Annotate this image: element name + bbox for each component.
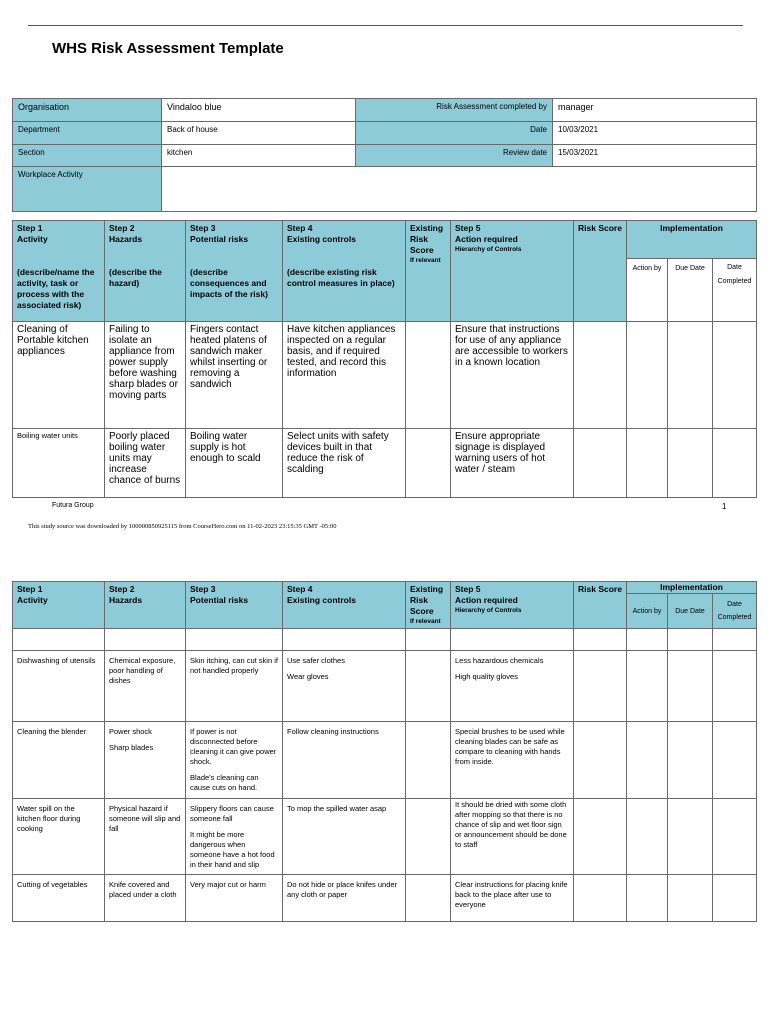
t2-row3-risk-1: Slippery floors can cause someone fall [190, 804, 274, 823]
row2-hazards[interactable]: Poorly placed boiling water units may increase chance of burns [105, 429, 186, 498]
completed-by-value[interactable]: manager [553, 99, 757, 122]
t2-row2-action[interactable] [451, 722, 574, 799]
t2-row2-risk-2: Blade's cleaning can cause cuts on hand. [190, 773, 259, 792]
t2-row1-risk-score[interactable] [574, 651, 627, 722]
empty-cell[interactable] [406, 629, 451, 651]
t2-row3-existing-score[interactable] [406, 799, 451, 875]
t2-row1-risks[interactable] [186, 651, 283, 722]
t2-header-existing-risk-score [406, 582, 451, 629]
t2-row3-control-1: To mop the spilled water asap [287, 804, 387, 813]
t2-row4-existing-score[interactable] [406, 875, 451, 922]
t2-row2-risks[interactable] [186, 722, 283, 799]
t2-row3-risk-score[interactable] [574, 799, 627, 875]
header-step5 [451, 221, 574, 322]
table-row [13, 322, 757, 429]
workplace-activity-value[interactable] [162, 167, 757, 212]
t2-header-step4 [283, 582, 406, 629]
t2-row2-activity[interactable]: Cleaning the blender [13, 722, 105, 799]
score-label: Score [410, 245, 434, 255]
t2-row1-date-completed[interactable] [713, 651, 757, 722]
header-step4 [283, 221, 406, 322]
footer-company: Futura Group [52, 502, 94, 509]
t2-row2-risk-score[interactable] [574, 722, 627, 799]
t2-row1-control-1: Use safer clothes [287, 656, 345, 665]
page-title: WHS Risk Assessment Template [52, 40, 284, 57]
date-completed-line1: Date [727, 264, 742, 271]
empty-cell[interactable] [13, 629, 105, 651]
t2-row1-due-date[interactable] [668, 651, 713, 722]
table-row [13, 799, 757, 875]
hierarchy-label: Hierarchy of Controls [455, 246, 522, 253]
review-date-label: Review date [356, 145, 553, 167]
row1-action-by[interactable] [627, 322, 668, 429]
t2-existing-label: Existing [410, 584, 444, 594]
row2-risk-score[interactable] [574, 429, 627, 498]
t2-row4-risks[interactable] [186, 875, 283, 922]
t2-row3-action-1: It should be dried with some cloth after mopping so that there is no chance of slip and wet floor sign or announcement should be done to staff [455, 800, 567, 849]
t2-row1-action[interactable] [451, 651, 574, 722]
t2-step2-title: Hazards [109, 595, 143, 605]
t2-step5-title: Action required [455, 595, 518, 605]
row2-date-completed[interactable] [713, 429, 757, 498]
t2-header-date-completed [713, 594, 757, 629]
t2-date-completed-line2: Completed [717, 614, 752, 622]
row1-action[interactable]: Ensure that instructions for use of any appliance are accessible to workers in a known location [451, 322, 574, 429]
empty-cell[interactable] [574, 629, 627, 651]
t2-header-step1 [13, 582, 105, 629]
t2-row4-action[interactable] [451, 875, 574, 922]
date-completed-line2: Completed [717, 278, 752, 285]
table-row [13, 722, 757, 799]
t2-step1-label: Step 1 [17, 584, 43, 594]
row2-existing-score[interactable] [406, 429, 451, 498]
t2-row1-hazards[interactable] [105, 651, 186, 722]
t2-row4-date-completed[interactable] [713, 875, 757, 922]
t2-row4-activity[interactable]: Cutting of vegetables [13, 875, 105, 922]
step2-label: Step 2 [109, 223, 135, 233]
t2-step4-title: Existing controls [287, 595, 356, 605]
t2-risk-label: Risk [410, 595, 428, 605]
t2-row1-hazard-1: Chemical exposure, poor handling of dishes [109, 656, 176, 685]
step2-title: Hazards [109, 234, 143, 244]
t2-header-risk-score: Risk Score [574, 582, 627, 629]
t2-row4-control-1: Do not hide or place knifes under any cloth or paper [287, 880, 398, 899]
top-rule [28, 25, 743, 26]
t2-header-action-by: Action by [627, 594, 668, 629]
t2-row3-action[interactable] [451, 799, 574, 875]
t2-header-due-date: Due Date [668, 594, 713, 629]
organisation-value[interactable]: Vindaloo blue [162, 99, 356, 122]
step4-title: Existing controls [287, 234, 356, 244]
step5-label: Step 5 [455, 223, 481, 233]
empty-cell[interactable] [105, 629, 186, 651]
t2-row4-risk-score[interactable] [574, 875, 627, 922]
risk-table-2 [12, 581, 757, 922]
t2-row4-risk-1: Very major cut or harm [190, 880, 266, 889]
row2-action-by[interactable] [627, 429, 668, 498]
row2-risks[interactable]: Boiling water supply is hot enough to scald [186, 429, 283, 498]
t2-row2-controls[interactable] [283, 722, 406, 799]
row1-risks[interactable]: Fingers contact heated platens of sandwich maker whilst inserting or removing a sandwich [186, 322, 283, 429]
t2-row3-risks[interactable] [186, 799, 283, 875]
step3-label: Step 3 [190, 223, 216, 233]
step1-label: Step 1 [17, 223, 43, 233]
t2-header-implementation: Implementation [627, 582, 757, 594]
t2-score-label: Score [410, 606, 434, 616]
t2-row1-activity[interactable]: Dishwashing of utensils [13, 651, 105, 722]
t2-row1-action-by[interactable] [627, 651, 668, 722]
section-label: Section [13, 145, 162, 167]
t2-header-step3 [186, 582, 283, 629]
department-value[interactable]: Back of house [162, 122, 356, 145]
page-number: 1 [722, 502, 727, 511]
t2-row2-action-1: Special brushes to be used while cleaning blades can be safe as compare to cleaning with hands from inside. [455, 727, 565, 766]
t2-row2-control-1: Follow cleaning instructions [287, 727, 379, 736]
header-existing-risk-score [406, 221, 451, 322]
table-row-empty [13, 629, 757, 651]
t2-row4-action-1: Clear instructions for placing knife back to the place after use to everyone [455, 880, 568, 909]
t2-row4-action-by[interactable] [627, 875, 668, 922]
t2-row2-action-by[interactable] [627, 722, 668, 799]
t2-header-step5 [451, 582, 574, 629]
t2-row2-risk-1: If power is not disconnected before cleaning it can give power shock. [190, 727, 277, 766]
row1-due-date[interactable] [668, 322, 713, 429]
t2-row1-control-2: Wear gloves [287, 672, 329, 681]
t2-row3-controls[interactable] [283, 799, 406, 875]
row2-controls[interactable]: Select units with safety devices built in that reduce the risk of scalding [283, 429, 406, 498]
header-risk-score: Risk Score [574, 221, 627, 322]
t2-header-step2 [105, 582, 186, 629]
t2-hierarchy-label: Hierarchy of Controls [455, 607, 522, 614]
empty-cell[interactable] [713, 629, 757, 651]
t2-row4-hazard-1: Knife covered and placed under a cloth [109, 880, 177, 899]
step5-title: Action required [455, 234, 518, 244]
t2-row2-date-completed[interactable] [713, 722, 757, 799]
t2-row3-activity[interactable]: Water spill on the kitchen floor during cooking [13, 799, 105, 875]
t2-row1-action-2: High quality gloves [455, 672, 518, 681]
step1-desc: (describe/name the activity, task or process with the associated risk) [17, 267, 95, 310]
workplace-activity-label: Workplace Activity [13, 167, 162, 212]
t2-row2-existing-score[interactable] [406, 722, 451, 799]
t2-step2-label: Step 2 [109, 584, 135, 594]
t2-row1-existing-score[interactable] [406, 651, 451, 722]
header-step3 [186, 221, 283, 322]
header-step2 [105, 221, 186, 322]
t2-row1-risk-1: Skin itching, can cut skin if not handled properly [190, 656, 278, 675]
header-due-date: Due Date [668, 259, 713, 322]
t2-row3-hazards[interactable] [105, 799, 186, 875]
t2-step3-title: Potential risks [190, 595, 249, 605]
step4-label: Step 4 [287, 223, 313, 233]
t2-date-completed-line1: Date [727, 601, 742, 609]
risk-table-1 [12, 220, 757, 498]
t2-row1-action-1: Less hazardous chemicals [455, 656, 544, 665]
empty-cell[interactable] [451, 629, 574, 651]
t2-step5-label: Step 5 [455, 584, 481, 594]
row2-due-date[interactable] [668, 429, 713, 498]
t2-row3-risk-2: It might be more dangerous when someone have a hot food in their hand and slip [190, 830, 275, 869]
row1-existing-score[interactable] [406, 322, 451, 429]
empty-cell[interactable] [627, 629, 668, 651]
existing-label: Existing [410, 223, 444, 233]
t2-row2-hazards[interactable] [105, 722, 186, 799]
date-label: Date [356, 122, 553, 145]
t2-if-relevant-label: If relevant [410, 618, 441, 625]
t2-row4-hazards[interactable] [105, 875, 186, 922]
row1-hazards[interactable]: Failing to isolate an appliance from power supply before washing sharp blades or moving parts [105, 322, 186, 429]
empty-cell[interactable] [283, 629, 406, 651]
table-row [13, 651, 757, 722]
step4-desc: (describe existing risk control measures in place) [287, 267, 395, 288]
t2-row3-action-by[interactable] [627, 799, 668, 875]
row1-risk-score[interactable] [574, 322, 627, 429]
step3-title: Potential risks [190, 234, 249, 244]
t2-step1-title: Activity [17, 595, 48, 605]
section-value[interactable]: kitchen [162, 145, 356, 167]
date-value[interactable]: 10/03/2021 [553, 122, 757, 145]
row2-action[interactable]: Ensure appropriate signage is displayed warning users of hot water / steam [451, 429, 574, 498]
t2-row2-due-date[interactable] [668, 722, 713, 799]
header-step1 [13, 221, 105, 322]
department-label: Department [13, 122, 162, 145]
table-row [13, 875, 757, 922]
t2-row3-due-date[interactable] [668, 799, 713, 875]
t2-row2-hazard-1: Power shock [109, 727, 152, 736]
source-note: This study source was downloaded by 100000850925115 from CourseHero.com on 11-02-2023 23:15:35 GMT -05:00 [28, 523, 337, 530]
t2-row1-controls[interactable] [283, 651, 406, 722]
row1-controls[interactable]: Have kitchen appliances inspected on a regular basis, and if required tested, and record this information [283, 322, 406, 429]
row1-date-completed[interactable] [713, 322, 757, 429]
t2-step3-label: Step 3 [190, 584, 216, 594]
t2-row2-hazard-2: Sharp blades [109, 743, 154, 752]
empty-cell[interactable] [668, 629, 713, 651]
t2-row3-date-completed[interactable] [713, 799, 757, 875]
header-date-completed [713, 259, 757, 322]
row2-activity[interactable]: Boiling water units [13, 429, 105, 498]
step1-title: Activity [17, 234, 48, 244]
table-row [13, 429, 757, 498]
t2-row4-controls[interactable] [283, 875, 406, 922]
empty-cell[interactable] [186, 629, 283, 651]
risk-label: Risk [410, 234, 428, 244]
organisation-label: Organisation [13, 99, 162, 122]
header-action-by: Action by [627, 259, 668, 322]
t2-row4-due-date[interactable] [668, 875, 713, 922]
step2-desc: (describe the hazard) [109, 267, 162, 288]
completed-by-label: Risk Assessment completed by [356, 99, 553, 122]
step3-desc: (describe consequences and impacts of the risk) [190, 267, 268, 299]
info-table [12, 98, 757, 212]
t2-step4-label: Step 4 [287, 584, 313, 594]
row1-activity[interactable]: Cleaning of Portable kitchen appliances [13, 322, 105, 429]
t2-row3-hazard-1: Physical hazard if someone will slip and fall [109, 804, 181, 833]
review-date-value[interactable]: 15/03/2021 [553, 145, 757, 167]
if-relevant-label: If relevant [410, 257, 441, 264]
header-implementation: Implementation [627, 221, 757, 259]
